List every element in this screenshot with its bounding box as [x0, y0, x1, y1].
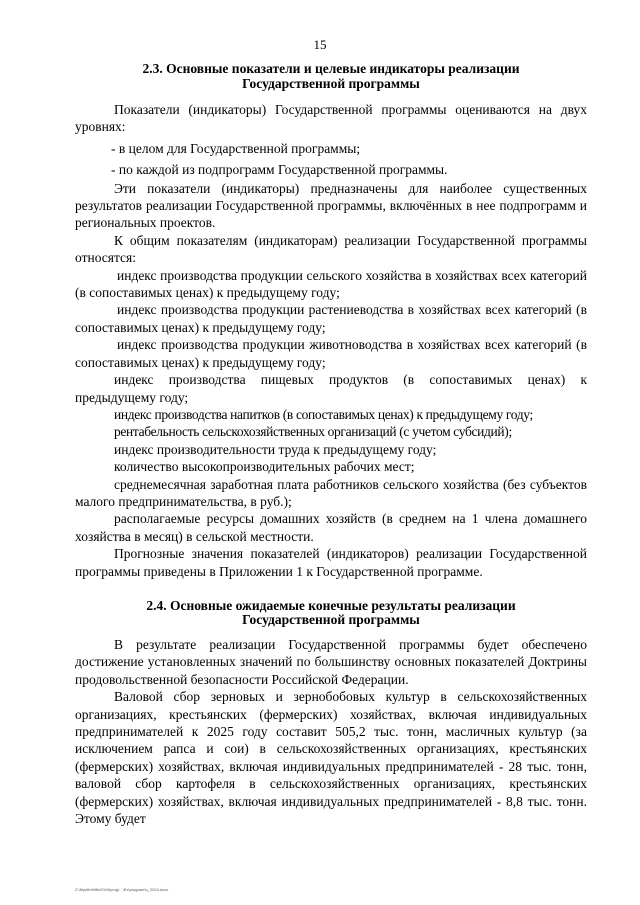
- indicator-item: индекс производства продукции сельского хозяйства в хозяйствах всех категорий (в сопоставимых ценах) к предыдущему году;: [75, 267, 587, 301]
- paragraph-purpose: Эти показатели (индикаторы) предназначены для наиболее существенных результатов реализации Государственной программы, включённых в нее подпрограмм и региональных проектов.: [75, 180, 587, 231]
- section-heading-2-4: [75, 599, 587, 628]
- section-heading-line: Государственной программы: [242, 612, 420, 628]
- section-heading-line: Государственной программы: [242, 75, 420, 91]
- paragraph-forecast: Прогнозные значения показателей (индикаторов) реализации Государственной программы приведены в Приложении 1 к Государственной программе.: [75, 546, 587, 579]
- list-item-level: - в целом для Государственной программы;: [111, 140, 361, 156]
- indicator-item: индекс производства пищевых продуктов (в сопоставимых ценах) к предыдущему году;: [75, 372, 587, 405]
- section-heading-line: 2.3. Основные показатели и целевые индикаторы реализации: [142, 61, 520, 76]
- indicator-item: располагаемые ресурсы домашних хозяйств (в среднем на 1 члена домашнего хозяйства в месяц) в сельской местности.: [75, 511, 587, 544]
- paragraph-intro: Показатели (индикаторы) Государственной программы оцениваются на двух уровнях:: [75, 102, 587, 135]
- indicator-item: рентабельность сельскохозяйственных организаций (с учетом субсидий);: [114, 424, 512, 440]
- list-item-level: - по каждой из подпрограмм Государственной программы.: [111, 162, 448, 178]
- paragraph-results: В результате реализации Государственной программы будет обеспечено достижение установленных значений по большинству основных показателей Доктрины продовольственной безопасности Российской Федерации.: [75, 636, 587, 687]
- paragraph-general-intro: К общим показателям (индикаторам) реализации Государственной программы относятся:: [75, 232, 587, 266]
- indicator-item: среднемесячная заработная плата работников сельского хозяйства (без субъектов малого предпринимательства, в руб.);: [75, 476, 587, 509]
- indicator-item: индекс производительности труда к предыдущему году;: [114, 441, 437, 457]
- paragraph-harvest: Валовой сбор зерновых и зернобобовых культур в сельскохозяйственных организациях, крестьянских (фермерских) хозяйствах, включая индивидуальных предпринимателей к 2025 году составит 505,2 тыс. тонн, масличных культур (за исключением рапса и сои) в сельскохозяйственных организациях, крестьянских (фермерских) хозяйствах, включая индивидуальных предпринимателей - 28 тыс. тонн, валовой сбор картофеля в сельскохозяйственных организациях, крестьянских (фермерских) хозяйствах, включая индивидуальных предпринимателей - 8,8 тыс. тонн. Этому будет: [75, 689, 587, 827]
- section-heading-2-3: [75, 62, 587, 91]
- indicator-item: индекс производства продукции животноводства в хозяйствах всех категорий (в сопоставимых ценах) к предыдущему году;: [75, 337, 587, 370]
- indicator-item: индекс производства напитков (в сопоставимых ценах) к предыдущему году;: [114, 406, 533, 422]
- indicator-item: количество высокопроизводительных рабочих мест;: [114, 459, 415, 475]
- section-heading-line: 2.4. Основные ожидаемые конечные результаты реализации: [146, 597, 516, 613]
- page-content: [75, 62, 587, 827]
- page-number: 15: [313, 37, 327, 52]
- indicator-item: индекс производства продукции растениеводства в хозяйствах всех категорий (в сопоставимых ценах) к предыдущему году;: [75, 302, 587, 335]
- footer-file-path: Z:\Mуnfin\Mfin2024\prog\...\Ex\program\u_2024.docx: [75, 887, 169, 892]
